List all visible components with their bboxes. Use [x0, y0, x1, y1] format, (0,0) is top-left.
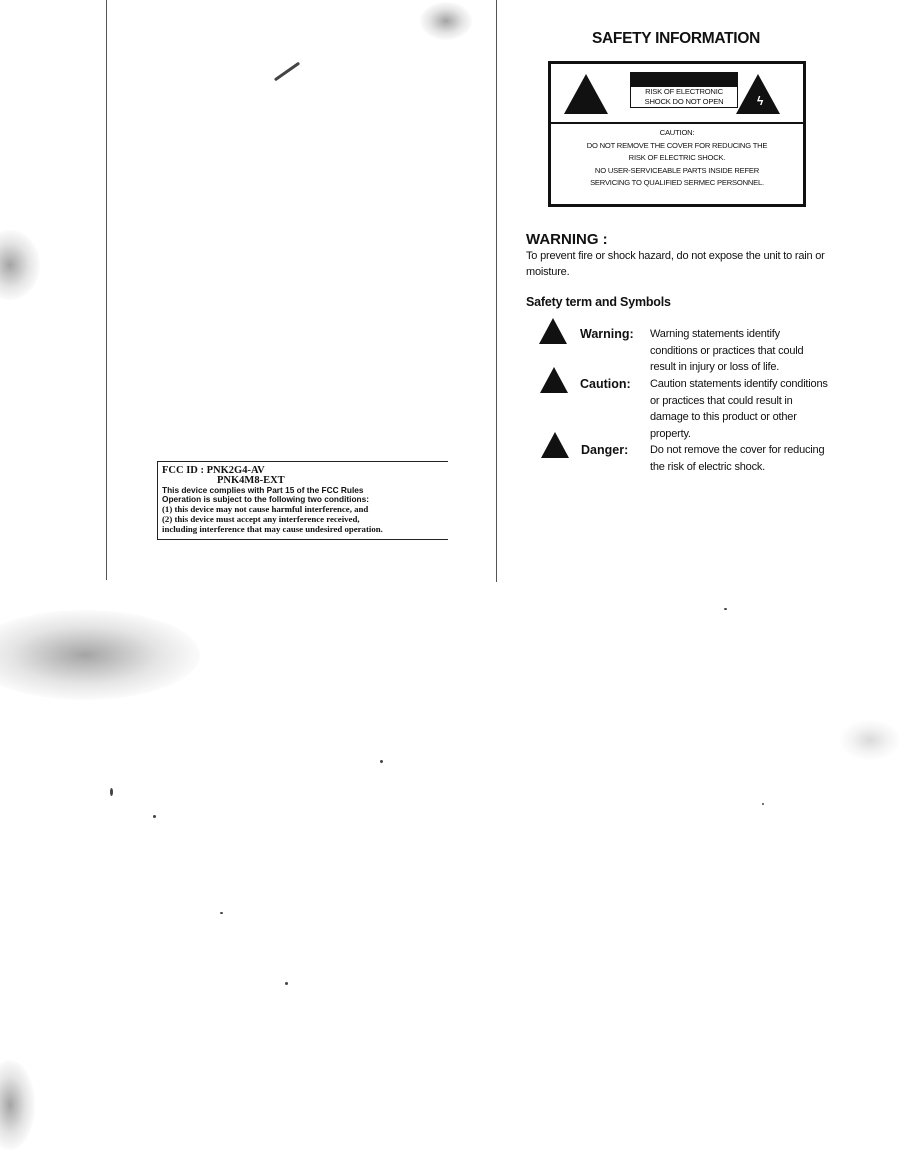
scan-noise-left [0, 230, 40, 300]
scan-noise-bottom-left [0, 1060, 35, 1150]
fcc-label [157, 461, 448, 540]
scan-speck [380, 760, 383, 763]
fcc-compliance: This device complies with Part 15 of the FCC Rules [162, 485, 364, 495]
risk-line-2: SHOCK DO NOT OPEN [644, 97, 724, 106]
scan-speck [220, 912, 223, 914]
fcc-condition-2-cont: including interference that may cause undesired operation. [162, 524, 383, 534]
scan-speck [285, 982, 288, 985]
warning-triangle-icon [564, 74, 608, 114]
scan-noise-top [420, 2, 472, 40]
page-fold-line-left [106, 0, 107, 580]
scan-speck [724, 608, 727, 610]
term-caution-label: Caution: [580, 377, 631, 391]
warning-text: To prevent fire or shock hazard, do not expose the unit to rain or moisture. [526, 250, 825, 278]
page-fold-line-middle [496, 0, 497, 582]
caution-line-1: DO NOT REMOVE THE COVER FOR REDUCING THE [586, 140, 768, 150]
warning-triangle-icon [539, 318, 567, 344]
fcc-operation: Operation is subject to the following two conditions: [162, 494, 369, 504]
caution-line-2: RISK OF ELECTRIC SHOCK. [628, 153, 726, 162]
caution-bar [630, 72, 738, 86]
caution-line-3: NO USER-SERVICEABLE PARTS INSIDE REFER [594, 165, 760, 175]
caution-line-4: SERVICING TO QUALIFIED SERMEC PERSONNEL. [590, 178, 764, 187]
term-danger-label: Danger: [581, 443, 629, 457]
symbols-heading: Safety term and Symbols [526, 295, 671, 309]
fcc-id-secondary: PNK4M8-EXT [217, 475, 285, 486]
scan-speck [153, 815, 156, 818]
caution-label-box [548, 61, 806, 207]
scan-noise-right [840, 720, 900, 760]
caution-triangle-icon [540, 367, 568, 393]
scan-speck [762, 803, 764, 805]
danger-triangle-icon [541, 432, 569, 458]
scan-speck [110, 788, 113, 796]
term-caution-description: Caution statements identify conditions or practices that could result in damage to this product or other property. [650, 378, 828, 440]
lightning-bolt-icon: ϟ [757, 94, 764, 108]
warning-heading: WARNING : [526, 231, 608, 248]
term-warning-description: Warning statements identify conditions or practices that could result in injury or loss of life. [650, 328, 804, 373]
caution-heading: CAUTION: [659, 128, 695, 137]
term-warning-label: Warning: [580, 327, 634, 341]
fcc-id: FCC ID : PNK2G4-AV [162, 465, 265, 476]
page-title: SAFETY INFORMATION [592, 30, 760, 47]
risk-line-1: RISK OF ELECTRONIC [645, 87, 723, 96]
caution-text [551, 127, 803, 190]
scan-mark [274, 62, 300, 82]
term-danger-description: Do not remove the cover for reducing the risk of electric shock. [650, 444, 825, 473]
fcc-condition-2: (2) this device must accept any interference received, [162, 514, 360, 524]
scan-noise-left-lower [0, 610, 200, 700]
risk-label [630, 86, 738, 108]
fcc-condition-1: (1) this device may not cause harmful interference, and [162, 504, 369, 514]
caution-label-header [551, 64, 803, 124]
